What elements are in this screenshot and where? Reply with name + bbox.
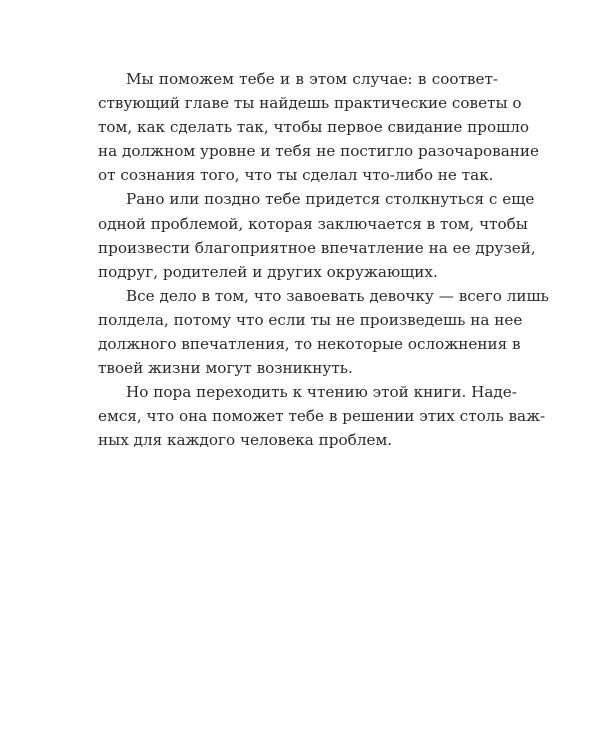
- text-line: полдела, потому что если ты не произведешь на нее: [98, 310, 523, 329]
- text-line: твоей жизни могут возникнуть.: [98, 359, 353, 378]
- text-line: емся, что она поможет тебе в решении этих столь важ-: [98, 407, 546, 426]
- text-line: должного впечатления, то некоторые осложнения в: [98, 335, 521, 354]
- text-line: ных для каждого человека проблем.: [98, 431, 393, 450]
- text-line: одной проблемой, которая заключается в том, чтобы: [98, 214, 528, 233]
- paragraph-1: [98, 67, 540, 187]
- text-line: ствующий главе ты найдешь практические советы о: [98, 94, 522, 113]
- body-text: [98, 67, 549, 453]
- text-line: том, как сделать так, чтобы первое свидание прошло: [98, 118, 530, 137]
- text-line: Мы поможем тебе и в этом случае: в соответ-: [126, 70, 498, 88]
- paragraph-3: [98, 284, 549, 380]
- text-line: от сознания того, что ты сделал что-либо не так.: [98, 166, 494, 185]
- text-line: Рано или поздно тебе придется столкнуться с еще: [126, 190, 535, 209]
- text-line: на должном уровне и тебя не постигло разочарование: [98, 142, 540, 161]
- text-line: подруг, родителей и других окружающих.: [98, 262, 438, 281]
- paragraph-2: [98, 187, 536, 283]
- text-line: произвести благоприятное впечатление на ее друзей,: [98, 238, 536, 257]
- text-line: Все дело в том, что завоевать девочку — всего лишь: [126, 286, 549, 305]
- text-line: Но пора переходить к чтению этой книги. Наде-: [126, 383, 517, 402]
- paragraph-4: [98, 380, 546, 452]
